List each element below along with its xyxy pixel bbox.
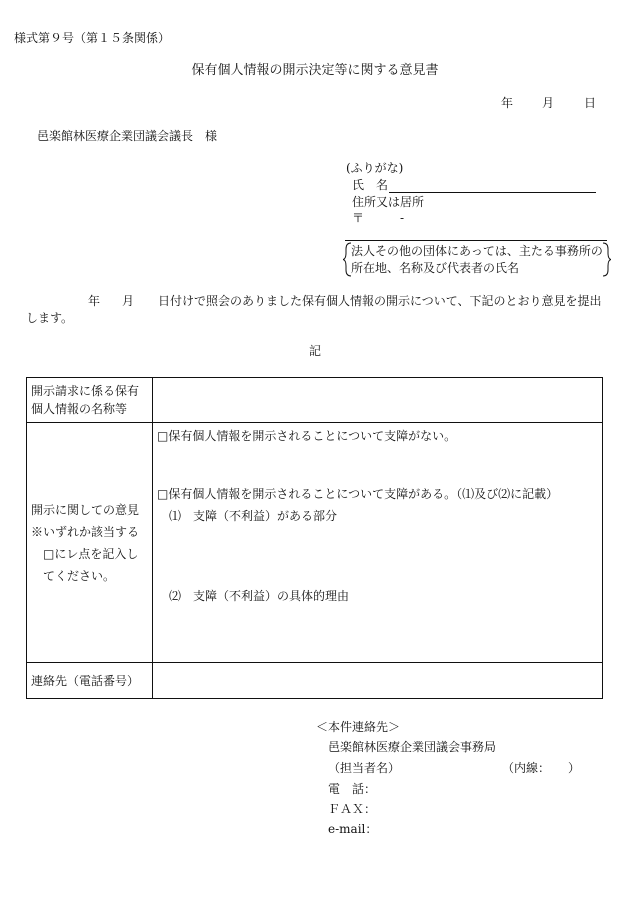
date-day: 日 [584,96,597,110]
name-field-line[interactable] [389,192,596,193]
row3-label: 連絡先（電話番号） [31,673,140,688]
postal-dash: - [400,211,405,225]
intro-year: 年 [88,294,101,308]
contact-person: （担当者名） [328,761,401,775]
contact-extension: （内線： ） [502,761,581,775]
row1-label-line2: 個人情報の名称等 [31,402,128,416]
postal-mark: 〒 [352,211,365,225]
form-number: 様式第９号（第１５条関係） [14,31,171,45]
row1-label-line1: 開示請求に係る保有 [31,384,140,398]
corporate-note [343,241,611,278]
document-title: 保有個人情報の開示決定等に関する意見書 [191,63,439,78]
row2-label-line4: てください。 [43,568,116,583]
row-label-opinion [27,423,153,663]
row2-label-line1: 開示に関しての意見 [31,502,140,517]
contact-heading: ＜本件連絡先＞ [316,720,401,734]
table-row [27,423,603,663]
address-label: 住所又は居所 [352,195,425,209]
option-has-issue-checkbox[interactable]: □保有個人情報を開示されることについて支障がある。（⑴及び⑵に記載） [157,487,559,501]
ki-heading: 記 [309,344,322,358]
date-month: 月 [542,96,555,110]
contact-office: 邑楽館林医療企業団議会事務局 [328,740,497,754]
contact-fax: ＦＡＸ： [328,802,377,816]
corporate-note-line2: 所在地、名称及び代表者の氏名 [351,261,520,275]
table-row [27,378,603,423]
sub-item-2: ⑵ 支障（不利益）の具体的理由 [169,589,350,603]
option-no-issue-checkbox[interactable]: □保有個人情報を開示されることについて支障がない。 [157,429,457,443]
opinion-field [153,423,603,663]
row2-label-line2: ※いずれか該当する [31,524,140,539]
name-label: 氏 名 [352,178,389,192]
row-label-info-name [27,378,153,423]
contact-email: e-mail： [328,822,378,836]
opinion-table [26,377,603,699]
contact-phone-field[interactable] [153,663,603,699]
table-row [27,663,603,699]
intro-text-cont: します。 [26,311,74,325]
addressee: 邑楽館林医療企業団議会議長 様 [37,129,218,143]
corporate-note-line1: 法人その他の団体にあっては、主たる事務所の [351,244,603,258]
date-year: 年 [501,96,514,110]
contact-phone: 電 話： [328,782,377,796]
info-name-field[interactable] [153,378,603,423]
intro-text: 日付けで照会のありました保有個人情報の開示について、下記のとおり意見を提出 [158,294,602,308]
furigana-label: (ふりがな) [346,161,404,175]
intro-month: 月 [122,294,135,308]
sub-item-1: ⑴ 支障（不利益）がある部分 [169,509,338,523]
row2-label-line3: □にレ点を記入し [43,546,139,561]
row-label-contact [27,663,153,699]
